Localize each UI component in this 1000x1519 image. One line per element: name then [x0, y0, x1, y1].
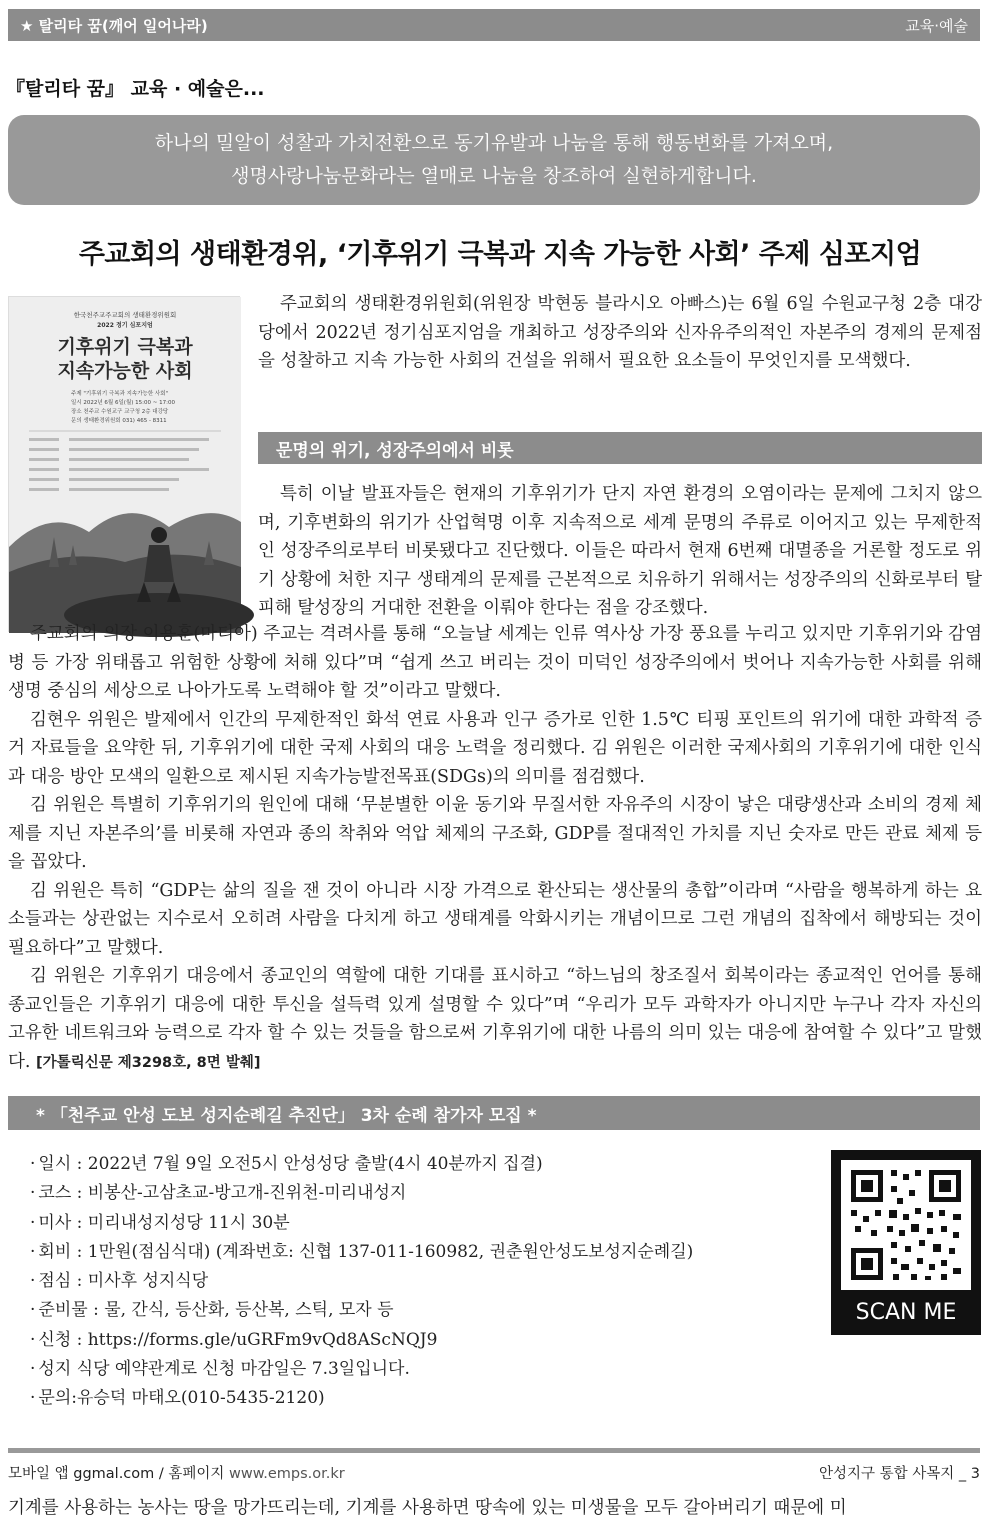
notice-item-supplies: · 준비물 : 물, 간식, 등산화, 등산복, 스틱, 모자 등	[30, 1296, 800, 1325]
qr-icon	[841, 1160, 971, 1290]
article-paragraph-1: 특히 이날 발표자들은 현재의 기후위기가 단지 자연 환경의 오염이라는 문제에 그치지 않으며, 기후변화의 위기가 산업혁명 이후 지속적으로 세계 문명의 주류로 이어지고 있는 무제한적인 성장주의로부터 비롯됐다고 진단했다. 이들은 따라서 현재 6번째 대멸종을 거론할 정도로 위기 상황에 처한 지구 생태계의 문제를 근본적으로 치유하기 위해서는 성장주의의 신화로부터 탈피해 탈성장의 거대한 전환을 이뤄야 한다는 점을 강조했다.	[258, 484, 982, 618]
mission-line-1: 하나의 밀알이 성찰과 가치전환으로 동기유발과 나눔을 통해 행동변화를 가져오며,	[154, 132, 834, 154]
footer-links	[8, 1462, 345, 1483]
poster-event: 2022 정기 심포지엄	[97, 322, 153, 329]
poster-detail-2: 일시 2022년 6월 6일(월) 15:00 ~ 17:00	[71, 400, 175, 406]
poster-org: 한국천주교주교회의 생태환경위원회	[73, 311, 177, 319]
section-label: 교육·예술	[905, 16, 968, 35]
notice-item-apply-link[interactable]: · 신청 : https://forms.gle/uGRFm9vQd8AScNQJ9	[30, 1326, 800, 1355]
article-body-narrow	[258, 480, 982, 623]
notice-title-bar: * 「천주교 안성 도보 성지순례길 추진단」 3차 순례 참가자 모집 *	[8, 1096, 980, 1130]
footer-homepage-link[interactable]: www.emps.or.kr	[229, 1466, 345, 1482]
notice-item-mass: · 미사 : 미리내성지성당 11시 30분	[30, 1209, 800, 1238]
article-paragraph-4: 김 위원은 특별히 기후위기의 원인에 대해 ‘무분별한 이윤 동기와 무질서한 자유주의 시장이 낳은 대량생산과 소비의 경제 체제를 지닌 자본주의’를 비롯해 자연과 종의 착취와 억압 체제의 구조화, GDP를 절대적인 가치를 지닌 숫자로 만든 관료 체제 등을 꼽았다.	[8, 795, 982, 872]
footer-app-label: 모바일 앱 ggmal.com / 홈페이지	[8, 1466, 230, 1482]
article-source: [가톨릭신문 제3298호, 8면 발췌]	[36, 1054, 261, 1071]
article-body-full	[8, 620, 982, 1077]
footer-page-label: 안성지구 통합 사목지 _ 3	[819, 1466, 980, 1482]
article-intro-paragraph: 주교회의 생태환경위원회(위원장 박현동 블라시오 아빠스)는 6월 6일 수원교구청 2층 대강당에서 2022년 정기심포지엄을 개최하고 성장주의와 신자유주의적인 자본주의 경제의 문제점을 성찰하고 지속 가능한 사회의 건설을 위해서 필요한 요소들이 무엇인지를 모색했다.	[258, 294, 982, 371]
poster-detail-3: 장소 천주교 수원교구 교구청 2층 대강당	[71, 409, 169, 415]
footer-divider	[8, 1448, 980, 1453]
page-footer	[8, 1462, 980, 1483]
mission-line-2: 생명사랑나눔문화라는 열매로 나눔을 창조하여 실현하게합니다.	[231, 165, 757, 187]
notice-item-date: · 일시 : 2022년 7월 9일 오전5시 안성성당 출발(4시 40분까지 집결)	[30, 1150, 800, 1179]
qr-scan-label: SCAN ME	[855, 1300, 957, 1325]
qr-code-pattern	[841, 1160, 971, 1290]
article-paragraph-6-text: 김 위원은 기후위기 대응에서 종교인의 역할에 대한 기대를 표시하고 “하느님의 창조질서 회복이라는 종교적인 언어를 통해 종교인들은 기후위기 대응에 대한 투신을 설득력 있게 설명할 수 있다”며 “우리가 모두 과학자가 아니지만 누구나 각자 자신의 고유한 네트워크와 능력으로 각자 할 수 있는 것들을 함으로써 기후위기에 대한 나름의 의미 있는 대응에 참여할 수 있다”고 말했다.	[8, 966, 982, 1072]
qr-code[interactable]	[831, 1150, 981, 1335]
article-subheading: 문명의 위기, 성장주의에서 비롯	[258, 432, 982, 464]
article-headline: 주교회의 생태환경위, ‘기후위기 극복과 지속 가능한 사회’ 주제 심포지엄	[78, 239, 922, 270]
notice-item-deadline: · 성지 식당 예약관계로 신청 마감일은 7.3일입니다.	[30, 1355, 800, 1384]
mission-statement-box	[8, 115, 980, 205]
top-header-bar	[8, 9, 980, 41]
article-paragraph-2: 주교회의 의장 이용훈(마티아) 주교는 격려사를 통해 “오늘날 세계는 인류 역사상 가장 풍요를 누리고 있지만 기후위기와 감염병 등 가장 위태롭고 위험한 상황에 처해 있다”며 “쉽게 쓰고 버리는 것이 미덕인 성장주의에서 벗어나 지속가능한 사회를 위해 생명 중심의 세상으로 나아가도록 노력해야 할 것”이라고 말했다.	[8, 624, 982, 701]
article-paragraph-5: 김 위원은 특히 “GDP는 삶의 질을 잰 것이 아니라 시장 가격으로 환산되는 생산물의 총합”이라며 “사람을 행복하게 하는 요소들과는 상관없는 지수로서 오히려 사람을 다치게 하고 생태계를 악화시키는 개념이므로 그런 개념의 집착에서 해방되는 것이 필요하다”고 말했다.	[8, 880, 982, 958]
next-page-cutoff-text: 기계를 사용하는 농사는 땅을 망가뜨리는데, 기계를 사용하면 땅속에 있는 미생물을 모두 갈아버리기 때문에 미	[8, 1498, 847, 1518]
poster-title-2: 지속가능한 사회	[57, 360, 193, 382]
notice-item-lunch: · 점심 : 미사후 성지식당	[30, 1267, 800, 1296]
article-paragraph-6	[8, 962, 982, 1077]
article-paragraph-3: 김현우 위원은 발제에서 인간의 무제한적인 화석 연료 사용과 인구 증가로 인한 1.5℃ 티핑 포인트의 위기에 대한 과학적 증거 자료들을 요약한 뒤, 기후위기에 대한 국제 사회의 대응 노력을 정리했다. 김 위원은 이러한 국제사회의 기후위기에 대한 인식과 대응 방안 모색의 일환으로 제시된 지속가능발전목표(SDGs)의 의미를 점검했다.	[8, 709, 982, 787]
poster-title-1: 기후위기 극복과	[57, 336, 193, 358]
poster-detail-4: 문의 생태환경위원회 031) 465 - 8311	[71, 418, 167, 424]
notice-item-course: · 코스 : 비봉산-고삼초교-방고개-진위천-미리내성지	[30, 1179, 800, 1208]
section-heading: 『탈리타 꿈』 교육 · 예술은...	[6, 78, 265, 100]
notice-item-fee: · 회비 : 1만원(점심식대) (계좌번호: 신협 137-011-160982, 권춘원안성도보성지순례길)	[30, 1238, 800, 1267]
notice-item-contact: · 문의:유승덕 마태오(010-5435-2120)	[30, 1384, 800, 1413]
symposium-poster-image	[8, 296, 240, 632]
notice-list	[30, 1150, 800, 1414]
series-title: ★ 탈리타 꿈(깨어 일어나라)	[20, 16, 208, 35]
poster-detail-1: 주제 "기후위기 극복과 지속가능한 사회"	[71, 391, 169, 397]
poster-illustration	[9, 297, 241, 633]
